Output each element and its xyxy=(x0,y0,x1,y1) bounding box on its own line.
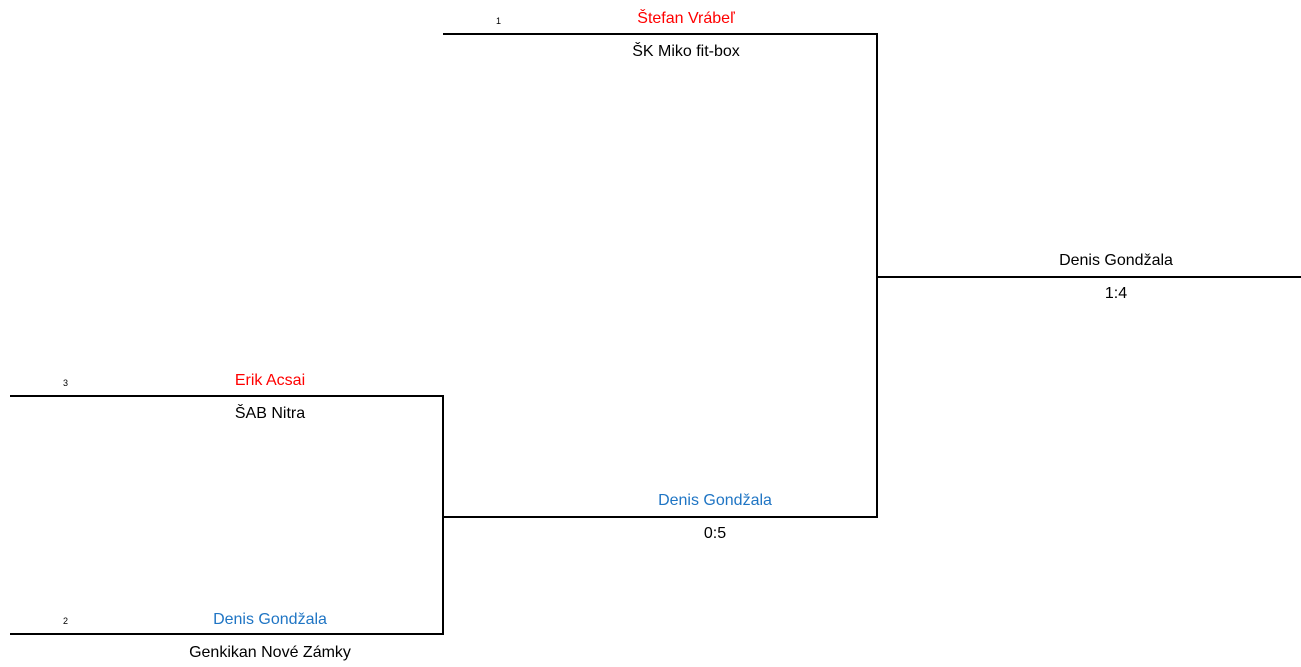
final-winner-name: Denis Gondžala xyxy=(1059,252,1173,269)
competitor-top-name: Štefan Vrábeľ xyxy=(637,10,735,27)
final-score: 1:4 xyxy=(1104,285,1128,302)
bracket-line-top xyxy=(443,33,878,35)
semifinal-winner-name: Denis Gondžala xyxy=(658,492,772,509)
bracket-line-mid xyxy=(10,395,444,397)
seed-top: 1 xyxy=(496,16,502,26)
bracket-line-semifinal xyxy=(442,516,878,518)
bracket-line-final xyxy=(876,276,1301,278)
semifinal-score: 0:5 xyxy=(703,525,727,542)
bracket-line-bottom xyxy=(10,633,444,635)
competitor-bottom-club: Genkikan Nové Zámky xyxy=(189,644,351,661)
competitor-top-club: ŠK Miko fit-box xyxy=(632,43,740,60)
competitor-mid-name: Erik Acsai xyxy=(234,372,306,389)
seed-mid: 3 xyxy=(63,378,69,388)
competitor-mid-club: ŠAB Nitra xyxy=(234,405,306,422)
seed-bottom: 2 xyxy=(63,616,69,626)
bracket-connector-left xyxy=(442,395,444,635)
competitor-bottom-name: Denis Gondžala xyxy=(213,611,327,628)
